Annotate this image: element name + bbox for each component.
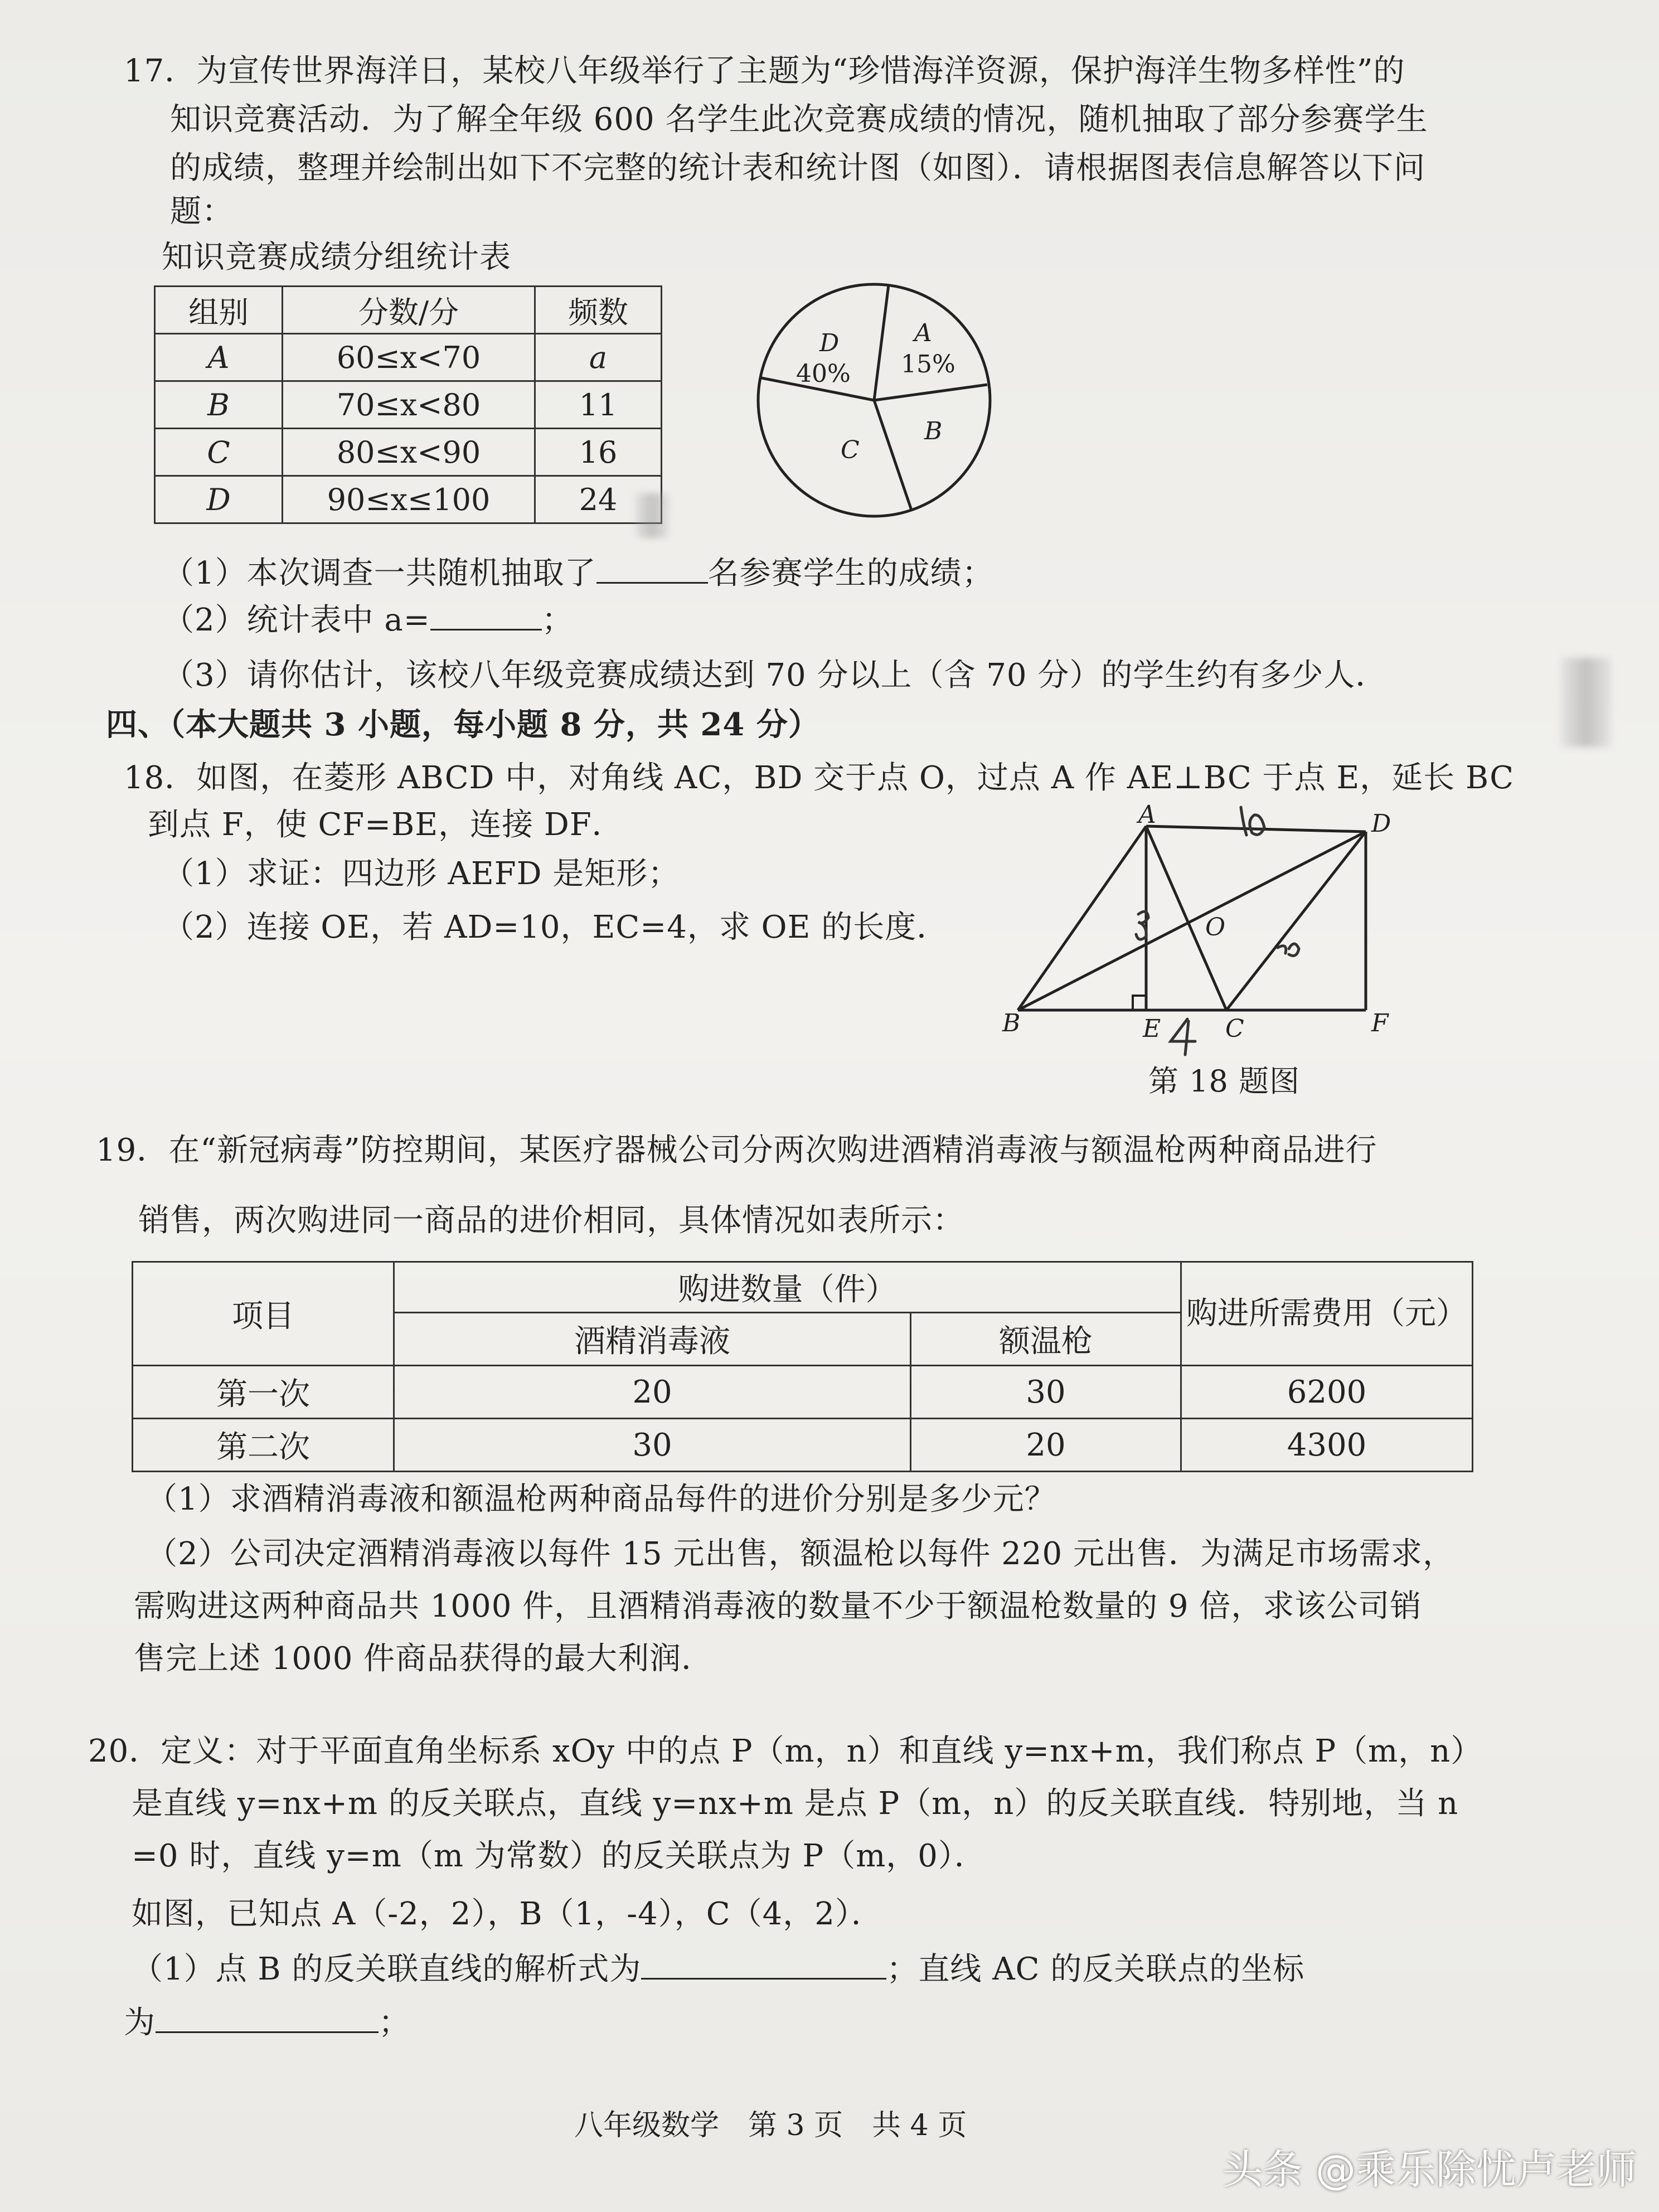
table-header: 分数/分 xyxy=(283,287,535,334)
table-cell: 90≤x≤100 xyxy=(283,476,535,523)
q20-line1: 20．定义：对于平面直角坐标系 xOy 中的点 P（m，n）和直线 y=nx+m，我们称点 P（m，n） xyxy=(88,1733,1483,1769)
table-cell: C xyxy=(155,429,283,476)
handwritten-mark xyxy=(1241,807,1264,835)
point-f: F xyxy=(1371,1009,1389,1037)
q20-sub1 xyxy=(132,1944,1304,1992)
table-row xyxy=(133,1419,1473,1472)
q20-sub1-pre: （1）点 B 的反关联直线的解析式为 xyxy=(132,1951,642,1987)
table-header-row xyxy=(155,287,662,334)
pie-pct-a: 15% xyxy=(901,350,955,379)
q19-line1: 19．在“新冠病毒”防控期间，某医疗器械公司分两次购进酒精消毒液与额温枪两种商品进行 xyxy=(96,1132,1377,1168)
pie-label-c: C xyxy=(841,436,860,464)
table-row xyxy=(155,429,662,476)
answer-blank[interactable] xyxy=(641,1944,886,1980)
pie-label-a: A xyxy=(914,319,932,347)
q20-sub1-mid: ；直线 AC 的反关联点的坐标 xyxy=(886,1951,1305,1987)
table-row xyxy=(155,476,662,523)
q18-sub2: （2）连接 OE，若 AD=10，EC=4，求 OE 的长度． xyxy=(163,909,949,945)
pie-divider xyxy=(874,285,889,400)
score-group-table xyxy=(154,285,662,524)
table-cell: 60≤x<70 xyxy=(283,334,535,381)
pie-divider xyxy=(874,385,987,400)
point-b: B xyxy=(1002,1009,1021,1037)
table-cell: 11 xyxy=(535,381,662,429)
segment-dc xyxy=(1226,832,1366,1010)
q20-sub1-line2 xyxy=(124,1998,410,2045)
table-cell: D xyxy=(155,476,283,523)
q20-line4: 如图，已知点 A（-2，2），B（1，-4），C（4，2）． xyxy=(132,1896,883,1932)
table-row xyxy=(133,1366,1473,1419)
q17-line4: 题： xyxy=(170,193,234,230)
section-heading: 四、（本大题共 3 小题，每小题 8 分，共 24 分） xyxy=(106,706,820,743)
q18-line1: 18．如图，在菱形 ABCD 中，对角线 AC，BD 交于点 O，过点 A 作 AE⊥BC 于点 E，延长 BC xyxy=(124,760,1515,796)
q20-sub1-l2: 为 xyxy=(124,2005,156,2041)
table-header-row xyxy=(133,1262,1473,1313)
answer-blank[interactable] xyxy=(596,549,708,584)
q20-sub1-end: ； xyxy=(379,2005,410,2041)
table-cell: 6200 xyxy=(1181,1366,1473,1419)
q17-sub1 xyxy=(163,549,994,596)
page-footer: 八年级数学 第 3 页 共 4 页 xyxy=(574,2109,967,2142)
purchase-table xyxy=(132,1261,1473,1472)
table-cell: 第二次 xyxy=(133,1419,394,1472)
redaction-blur xyxy=(1561,658,1611,747)
q17-table-title: 知识竞赛成绩分组统计表 xyxy=(162,239,511,275)
table-header: 购进数量（件） xyxy=(394,1262,1181,1313)
q17-line3: 的成绩，整理并绘制出如下不完整的统计表和统计图（如图）．请根据图表信息解答以下问 xyxy=(170,150,1425,186)
q18-sub1: （1）求证：四边形 AEFD 是矩形； xyxy=(163,856,680,892)
pie-chart xyxy=(747,279,1003,524)
q19-line2: 销售，两次购进同一商品的进价相同，具体情况如表所示： xyxy=(138,1202,964,1239)
table-cell: B xyxy=(155,381,283,429)
q18-line2: 到点 F，使 CF=BE，连接 DF． xyxy=(148,807,624,843)
q17-sub2-pre: （2）统计表中 a= xyxy=(163,602,430,638)
segment-bd xyxy=(1018,832,1366,1010)
table-row xyxy=(155,381,662,429)
answer-blank[interactable] xyxy=(430,595,542,630)
table-header: 项目 xyxy=(133,1262,394,1366)
table-cell: A xyxy=(155,334,283,381)
q19-sub2-line2: 需购进这两种商品共 1000 件，且酒精消毒液的数量不少于额温枪数量的 9 倍，求该公司销 xyxy=(134,1588,1422,1624)
table-cell: 20 xyxy=(911,1419,1181,1472)
table-header: 额温枪 xyxy=(911,1313,1181,1366)
pie-label-b: B xyxy=(924,417,943,445)
point-o: O xyxy=(1205,913,1226,942)
table-cell: 24 xyxy=(535,476,662,523)
handwritten-mark xyxy=(1171,1019,1195,1055)
q20-line2: 是直线 y=nx+m 的反关联点，直线 y=nx+m 是点 P（m，n）的反关联直线．特别地，当 n xyxy=(132,1786,1459,1822)
right-angle-mark xyxy=(1133,996,1146,1010)
q19-sub1: （1）求酒精消毒液和额温枪两种商品每件的进价分别是多少元？ xyxy=(146,1481,1056,1517)
q17-sub3: （3）请你估计，该校八年级竞赛成绩达到 70 分以上（含 70 分）的学生约有多少人． xyxy=(163,657,1388,693)
point-a: A xyxy=(1138,803,1156,829)
q17-sub1-pre: （1）本次调查一共随机抽取了 xyxy=(163,555,596,591)
point-e: E xyxy=(1143,1015,1161,1043)
q17-sub1-post: 名参赛学生的成绩； xyxy=(707,555,994,591)
table-cell: 20 xyxy=(394,1366,911,1419)
table-cell: 16 xyxy=(535,429,662,476)
q17-sub2 xyxy=(163,595,574,643)
point-c: C xyxy=(1225,1015,1244,1043)
table-cell: 80≤x<90 xyxy=(283,429,535,476)
q17-line2: 知识竞赛活动．为了解全年级 600 名学生此次竞赛成绩的情况，随机抽取了部分参赛学生 xyxy=(170,101,1428,138)
table-header: 购进所需费用（元） xyxy=(1181,1262,1473,1366)
q17-line1: 17．为宣传世界海洋日，某校八年级举行了主题为“珍惜海洋资源，保护海洋生物多样性”的 xyxy=(124,53,1405,89)
answer-blank[interactable] xyxy=(156,1998,379,2033)
q19-sub2-line3: 售完上述 1000 件商品获得的最大利润． xyxy=(134,1641,714,1677)
redaction-blur xyxy=(636,493,669,538)
pie-pct-d: 40% xyxy=(796,360,851,388)
point-d: D xyxy=(1371,809,1391,838)
handwritten-mark xyxy=(1278,944,1299,955)
table-cell: 30 xyxy=(394,1419,911,1472)
table-header: 频数 xyxy=(535,287,662,334)
pie-label-d: D xyxy=(819,329,840,357)
q19-sub2-line1: （2）公司决定酒精消毒液以每件 15 元出售，额温枪以每件 220 元出售．为满足市场需求， xyxy=(146,1536,1454,1572)
table-cell: 第一次 xyxy=(133,1366,394,1419)
table-cell: 30 xyxy=(911,1366,1181,1419)
segment-ab xyxy=(1018,826,1146,1010)
table-cell: a xyxy=(535,334,662,381)
q17-sub2-post: ； xyxy=(541,602,574,638)
pie-divider xyxy=(874,400,911,510)
watermark: 头条 @乘乐除忧卢老师 xyxy=(1223,2146,1637,2193)
figure-caption: 第 18 题图 xyxy=(1148,1064,1301,1099)
table-cell: 4300 xyxy=(1181,1419,1473,1472)
table-header: 组别 xyxy=(155,287,283,334)
q20-line3: =0 时，直线 y=m（m 为常数）的反关联点为 P（m，0）． xyxy=(132,1838,986,1874)
table-row xyxy=(155,334,662,381)
segment-ad xyxy=(1146,826,1366,832)
table-cell: 70≤x<80 xyxy=(283,381,535,429)
table-header: 酒精消毒液 xyxy=(394,1313,911,1366)
